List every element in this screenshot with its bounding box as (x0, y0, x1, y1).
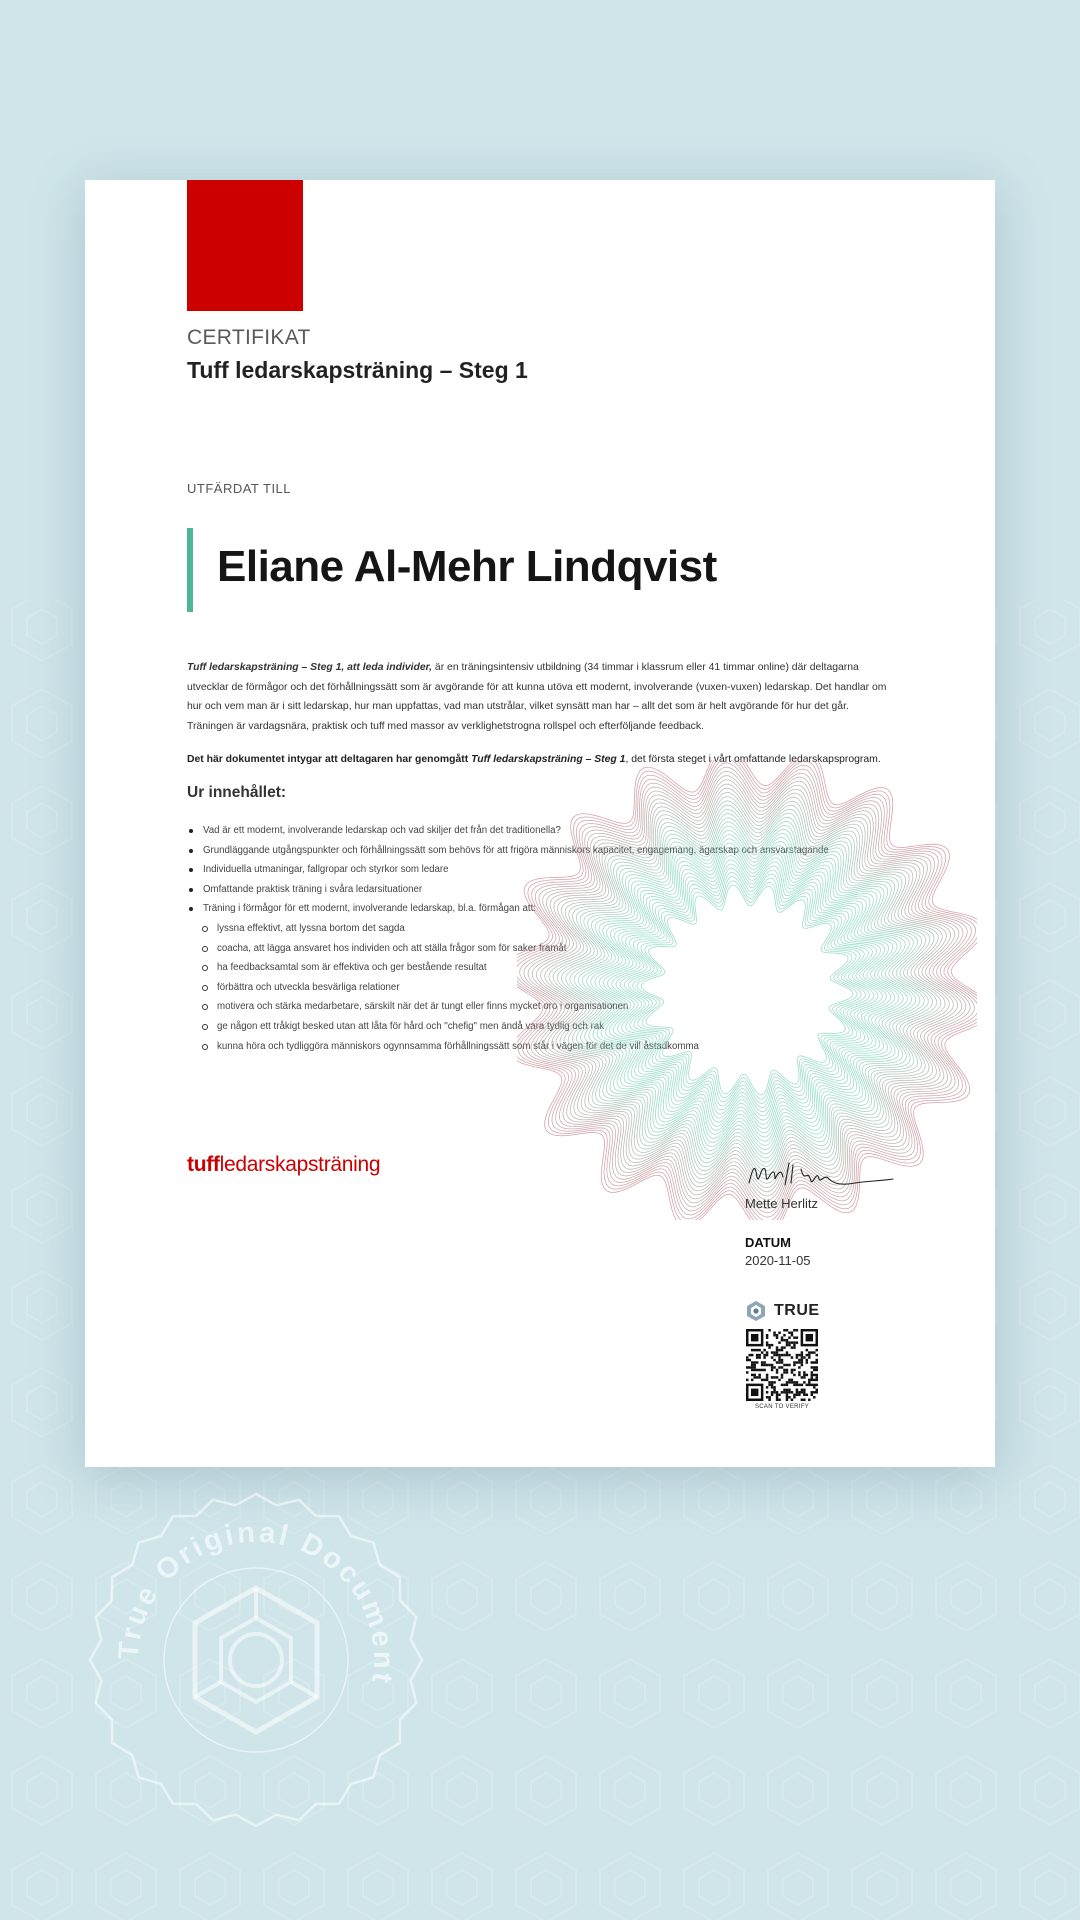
sub-list-item: kunna höra och tydliggöra människors ogynnsamma förhållningssätt som står i vägen för det de vill åstadkomma (187, 1037, 947, 1057)
signature (745, 1155, 895, 1195)
qr-code[interactable] (746, 1329, 818, 1401)
list-item: Träning i förmågor för ett modernt, involverande ledarskap, bl.a. förmågan att: (187, 899, 947, 919)
true-original-stamp (86, 1490, 426, 1830)
sub-list-item: motivera och stärka medarbetare, särskilt när det är tungt eller finns mycket oro i organisationen (187, 997, 947, 1017)
scan-to-verify-label: SCAN TO VERIFY (755, 1404, 809, 1410)
certificate-kicker: CERTIFIKAT (187, 326, 311, 349)
certificate-page (85, 180, 995, 1467)
true-label: TRUE (774, 1302, 820, 1319)
contents-list (187, 821, 947, 1056)
intro-lead: Tuff ledarskapsträning – Steg 1, att leda individer, (187, 662, 433, 673)
sub-list-item: förbättra och utveckla besvärliga relationer (187, 978, 947, 998)
signer-name: Mette Herlitz (745, 1196, 818, 1211)
list-item: Vad är ett modernt, involverande ledarskap och vad skiljer det från det traditionella? (187, 821, 947, 841)
sub-list-item: ge någon ett tråkigt besked utan att låta för hård och "chefig" men ändå vara tydlig och rak (187, 1017, 947, 1037)
recipient-name: Eliane Al-Mehr Lindqvist (217, 542, 717, 591)
attestation-paragraph (187, 754, 947, 765)
issued-to-label: UTFÄRDAT TILL (187, 481, 292, 496)
brand-red-block (187, 180, 303, 311)
sub-list-item: coacha, att lägga ansvaret hos individen och att ställa frågor som för saker framåt (187, 939, 947, 959)
list-item: Omfattande praktisk träning i svåra ledarsituationer (187, 880, 947, 900)
stamp-text: True Original Document (112, 1516, 400, 1688)
certificate-title: Tuff ledarskapsträning – Steg 1 (187, 357, 528, 383)
attestation-rest: , det första steget i vårt omfattande ledarskapsprogram. (625, 754, 881, 765)
brand-logo (187, 1153, 380, 1177)
logo-rest: ledarskapsträning (219, 1153, 381, 1176)
attestation-bold: Det här dokumentet intygar att deltagaren har genomgått (187, 754, 469, 765)
name-accent-bar (187, 528, 193, 612)
date-label: DATUM (745, 1235, 791, 1250)
sub-list-item: ha feedbacksamtal som är effektiva och ger bestående resultat (187, 958, 947, 978)
intro-text: är en träningsintensiv utbildning (34 timmar i klassrum eller 41 timmar online) där deltagarna utvecklar de förmågor och det förhållningssätt som är avgörande för att kunna utöva ett modernt, involverande (vuxen-vuxen) ledarskap. Det handlar om hur och vem man är i sitt ledarskap, hur man uppfattas, vad man utstrålar, vilket synsätt man har – allt det som är helt avgörande för hur det går. Träningen är vardagsnära, praktisk och tuff med massor av verklighetstrogna rollspel och efterföljande feedback. (187, 662, 887, 732)
contents-heading: Ur innehållet: (187, 784, 287, 801)
attestation-course: Tuff ledarskapsträning – Steg 1 (471, 754, 626, 765)
list-item: Grundläggande utgångspunkter och förhållningssätt som behövs för att frigöra människors kapacitet, engagemang, ägarskap och ansvarstagande (187, 841, 947, 861)
list-item: Individuella utmaningar, fallgropar och styrkor som ledare (187, 860, 947, 880)
date-value: 2020-11-05 (745, 1253, 811, 1268)
intro-paragraph (187, 658, 893, 736)
sub-list-item: lyssna effektivt, att lyssna bortom det sagda (187, 919, 947, 939)
logo-bold: tuff (187, 1153, 220, 1176)
true-hex-icon (745, 1300, 767, 1322)
